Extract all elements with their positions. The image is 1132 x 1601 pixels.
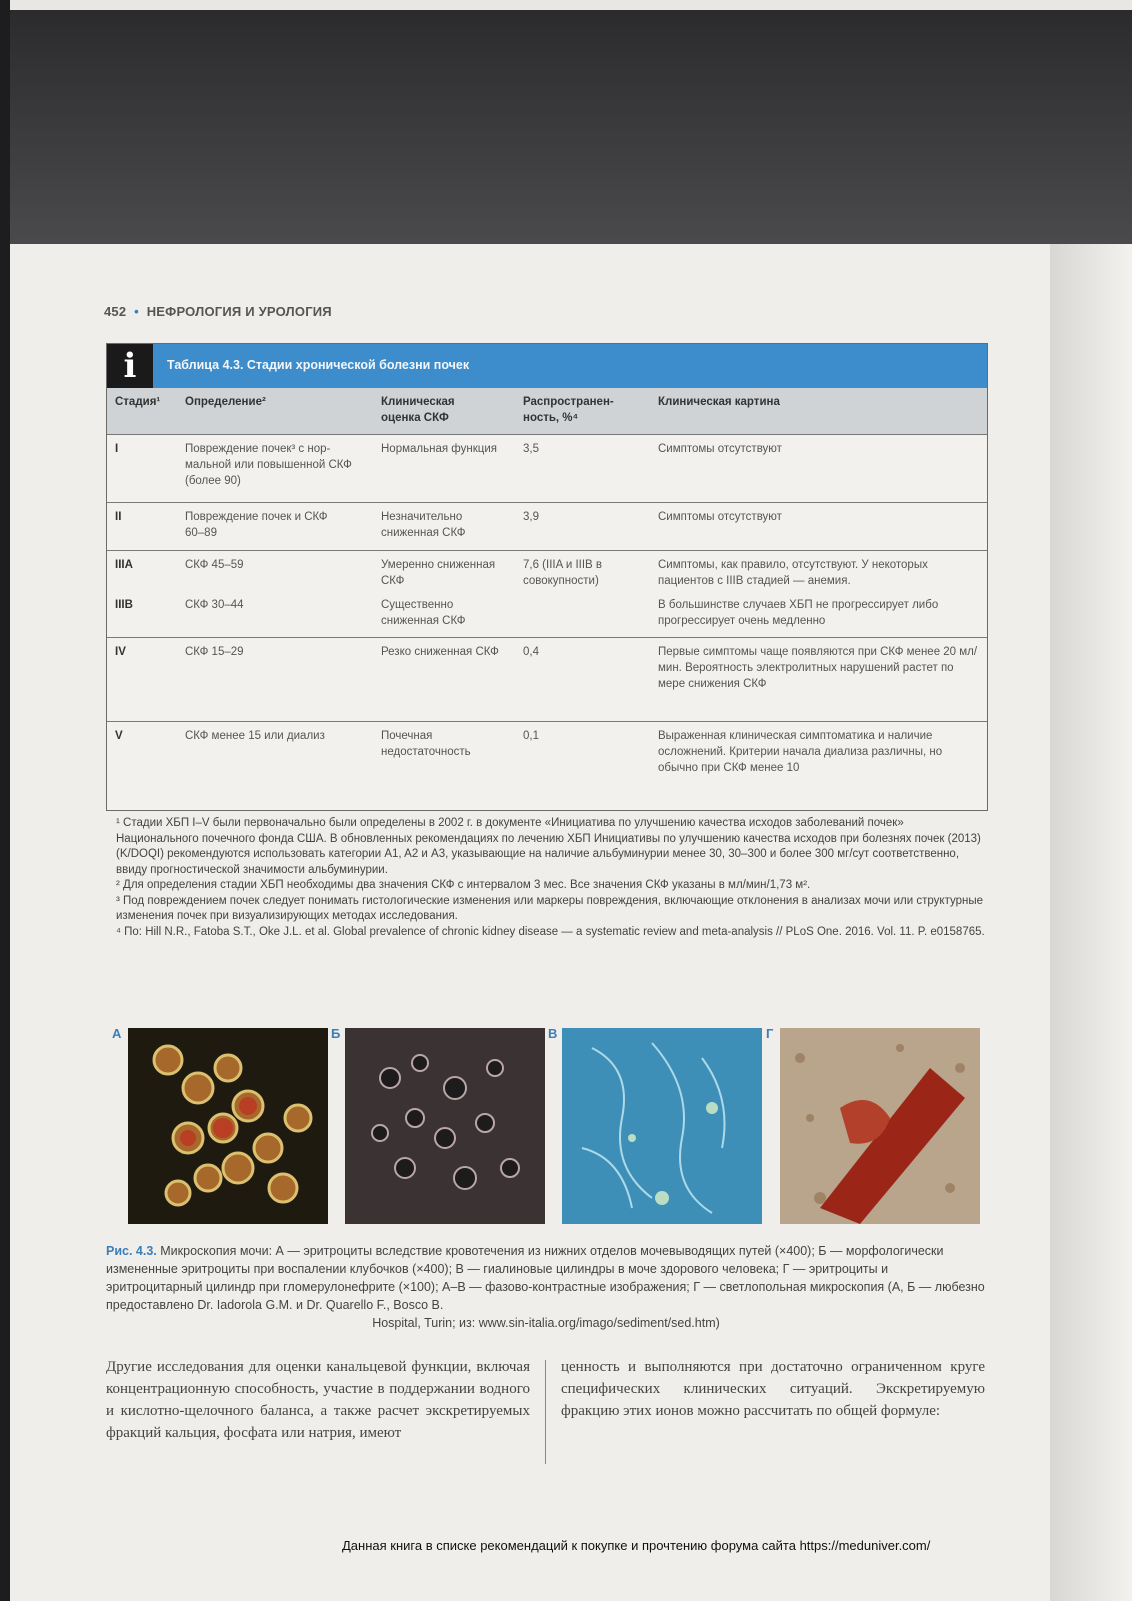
clinical-cell: Симптомы отсутствуют [658, 511, 782, 523]
clinical-cell: В большинстве случаев ХБП не прогрессирует либо прогрессирует очень медленно [658, 599, 939, 627]
clinical-cell: Первые симптомы чаще появляются при СКФ менее 20 мл/мин. Вероятность электролитных нарушений растет по мере снижения СКФ [658, 646, 978, 690]
running-header [104, 304, 332, 319]
assessment-cell: Почечная недостаточность [381, 730, 471, 758]
micrograph-c [562, 1028, 762, 1224]
stage-cell: IIIB [115, 599, 133, 611]
ckd-stages-table [106, 343, 988, 811]
table-footnotes [116, 816, 986, 940]
assessment-cell: Умеренно сниженная СКФ [381, 559, 496, 587]
clinical-cell: Выраженная клиническая симптоматика и наличие осложнений. Критерии начала диализа различны, но обычно при СКФ менее 10 [658, 730, 943, 774]
table-title: Таблица 4.3. Стадии хронической болезни почек [167, 358, 470, 372]
table-title-bar [107, 344, 987, 388]
table-row [107, 503, 987, 551]
footnote: ³ Под повреждением почек следует понимать гистологические изменения или маркеры повреждения, включающие отклонения в анализах мочи или структурные изменения почек при визуализирующих методах исследования. [116, 894, 983, 922]
prevalence-cell: 3,9 [523, 511, 539, 523]
table-row [107, 435, 987, 503]
panel-label-b: Б [331, 1026, 341, 1041]
col-header-definition: Определение² [185, 396, 266, 408]
definition-cell: Повреждение почек и СКФ 60–89 [185, 511, 328, 539]
caption-label: Рис. 4.3. [106, 1244, 157, 1258]
header-bullet: • [134, 304, 139, 319]
stage-cell: IIIA [115, 559, 133, 571]
col-header-assessment: Клиническая оценка СКФ [381, 396, 455, 424]
page-number: 452 [104, 304, 127, 319]
clinical-cell: Симптомы, как правило, отсутствуют. У некоторых пациентов с IIIB стадией — анемия. [658, 559, 928, 587]
page-gutter-shadow [1050, 244, 1132, 1601]
scan-background [10, 10, 1132, 244]
stage-cell: II [115, 511, 122, 523]
stage-cell: IV [115, 646, 126, 658]
definition-cell: СКФ 15–29 [185, 646, 244, 658]
micrograph-d [780, 1028, 980, 1224]
footnote: ⁴ По: Hill N.R., Fatoba S.T., Oke J.L. et al. Global prevalence of chronic kidney disease — a systematic review and meta-analysis // PLoS One. 2016. Vol. 11. P. e0158765. [116, 925, 985, 938]
stage-cell: I [115, 443, 119, 455]
definition-cell: СКФ 45–59 [185, 559, 244, 571]
info-icon: i [107, 344, 153, 388]
panel-label-a: А [112, 1026, 122, 1041]
assessment-cell: Незначительно сниженная СКФ [381, 511, 466, 539]
definition-cell: СКФ менее 15 или диализ [185, 730, 325, 742]
prevalence-cell: 7,6 (IIIA и IIIB в совокупности) [523, 559, 603, 587]
footnote: ² Для определения стадии ХБП необходимы два значения СКФ с интервалом 3 мес. Все значения СКФ указаны в мл/мин/1,73 м². [116, 879, 811, 891]
col-header-stage: Стадия¹ [115, 396, 161, 408]
panel-label-c: В [548, 1026, 558, 1041]
prevalence-cell: 0,4 [523, 646, 539, 658]
assessment-cell: Резко сниженная СКФ [381, 646, 499, 658]
scan-edge [0, 0, 10, 1601]
caption-text: Микроскопия мочи: А — эритроциты вследствие кровотечения из нижних отделов мочевыводящих путей (×400); Б — морфологически измененные эритроциты при воспалении клубочков (×400); В — гиалиновые цилиндры в моче здорового человека; Г — эритроциты и эритроцитарный цилиндр при гломерулонефрите (×100); А–В — фазово-контрастные изображения; Г — светлопольная микроскопия (А, Б — любезно предоставлено Dr. Iadorola G.M. и Dr. Quarello F., Bosco B. [106, 1244, 985, 1312]
table-row [107, 638, 987, 722]
micrograph-b [345, 1028, 545, 1224]
table-row [107, 722, 987, 809]
column-divider [545, 1360, 546, 1464]
micrograph-a [128, 1028, 328, 1224]
prevalence-cell: 3,5 [523, 443, 539, 455]
assessment-cell: Существенно сниженная СКФ [381, 599, 466, 627]
footnote: ¹ Стадии ХБП I–V были первоначально были определены в 2002 г. в документе «Инициатива по улучшению качества исходов заболеваний почек» Национального почечного фонда США. В обновленных рекомендациях по лечению ХБП Инициативы по улучшению качества исходов при болезнях почек (2013) (K/DOQI) рекомендуются использовать категории A1, A2 и A3, указывающие на наличие альбуминурии менее 30, 30–300 и более 300 мг/сут соответственно, ввиду прогностической значимости альбуминурии. [116, 817, 981, 876]
panel-label-d: Г [766, 1026, 774, 1041]
col-header-prevalence: Распространен-ность, %⁴ [523, 396, 614, 424]
stage-cell: V [115, 730, 123, 742]
figure-caption [106, 1242, 986, 1332]
definition-cell: СКФ 30–44 [185, 599, 244, 611]
body-column-left: Другие исследования для оценки канальцевой функции, включая концентрационную способность, участие в поддержании водного и кислотно-щелочного баланса, а также расчет экскретируемых фракций кальция, фосфата или натрия, имеют [106, 1359, 530, 1441]
prevalence-cell: 0,1 [523, 730, 539, 742]
section-title: НЕФРОЛОГИЯ И УРОЛОГИЯ [146, 304, 332, 319]
clinical-cell: Симптомы отсутствуют [658, 443, 782, 455]
watermark-footer: Данная книга в списке рекомендаций к покупке и прочтению форума сайта https://meduniver.com/ [342, 1538, 931, 1553]
table-header-row [107, 388, 987, 435]
definition-cell: Повреждение почек³ с нор-мальной или повышенной СКФ (более 90) [185, 443, 352, 487]
table-row [107, 551, 987, 638]
caption-last-line: Hospital, Turin; из: www.sin-italia.org/imago/sediment/sed.htm) [372, 1316, 720, 1330]
assessment-cell: Нормальная функция [381, 443, 497, 455]
figure-panels [112, 1026, 992, 1226]
col-header-clinical: Клиническая картина [658, 396, 780, 408]
body-column-right: ценность и выполняются при достаточно ограниченном круге специфических клинических ситуаций. Экскретируемую фракцию этих ионов можно рассчитать по общей формуле: [561, 1359, 985, 1419]
